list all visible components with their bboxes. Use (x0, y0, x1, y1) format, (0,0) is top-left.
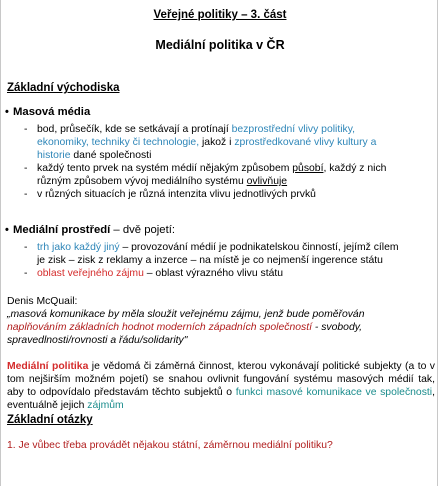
bullet-marker: • (5, 224, 9, 236)
medialni-prostredi-item-2: oblast veřejného zájmu – oblast výrazného vlivu státu (37, 268, 284, 279)
section-heading-zakladni-otazky: Základní otázky (7, 414, 93, 426)
quote-line-1: „masová komunikace by měla sloužit veřejnému zájmu, jenž bude poměřován (7, 309, 365, 320)
document-subtitle: Mediální politika v ČR (155, 38, 285, 52)
medialni-prostredi-item-1-line-1: trh jako každý jiný – provozování médií je podnikatelskou činností, jejímž cílem (37, 242, 399, 253)
dash-marker: - (24, 124, 28, 135)
masova-media-item-1-line-3: historie dané společnosti (37, 150, 152, 161)
masova-media-item-1-line-1: bod, průsečík, kde se setkávají a protínají bezprostřední vlivy politiky, (37, 124, 356, 135)
quote-line-2: naplňováním základních hodnot moderních západních společností - svobody, (7, 322, 363, 333)
masova-media-item-3: v různých situacích je různá intenzita vlivu jednotlivých prvků (37, 189, 316, 200)
medialni-prostredi-heading: Mediální prostředí – dvě pojetí: (13, 224, 175, 236)
definition-paragraph: Mediální politika je vědomá či záměrná činnost, kterou vykonávají politické subjekty (a to v tom nejširším možném pojetí) se snahou ovlivnit fungování systému masových médií tak, aby to odpovídalo představám těchto subjektů o funkci masové komunikace ve společnosti, eventuálně jejich zájmům (7, 361, 435, 411)
question-1: 1. Je vůbec třeba provádět nějakou státní, záměrnou mediální politiku? (7, 440, 333, 451)
bullet-marker: • (5, 106, 9, 118)
masova-media-item-1-line-2: ekonomiky, techniky či technologie, jakož i zprostředkované vlivy kultury a (37, 137, 377, 148)
masova-media-label: Masová média (13, 106, 91, 118)
quote-line-3: spravedlnosti/rovnosti a řádu/solidarity" (7, 335, 188, 346)
dash-marker: - (24, 242, 28, 253)
masova-media-item-2-line-1: každý tento prvek na systém médií nějakým způsobem působí, každý z nich (37, 163, 387, 174)
dash-marker: - (24, 163, 28, 174)
document-title: Veřejné politiky – 3. část (153, 9, 287, 21)
medialni-prostredi-item-1-line-2: je zisk – zisk z reklamy a inzerce – na místě je co nejmenší ingerence státu (37, 255, 383, 266)
masova-media-item-2-line-2: různým způsobem vývoj mediálního systému ovlivňuje (37, 176, 288, 187)
dash-marker: - (24, 268, 28, 279)
dash-marker: - (24, 189, 28, 200)
section-heading-zakladni-vychodiska: Základní východiska (7, 82, 120, 94)
quote-author: Denis McQuail: (7, 296, 78, 307)
